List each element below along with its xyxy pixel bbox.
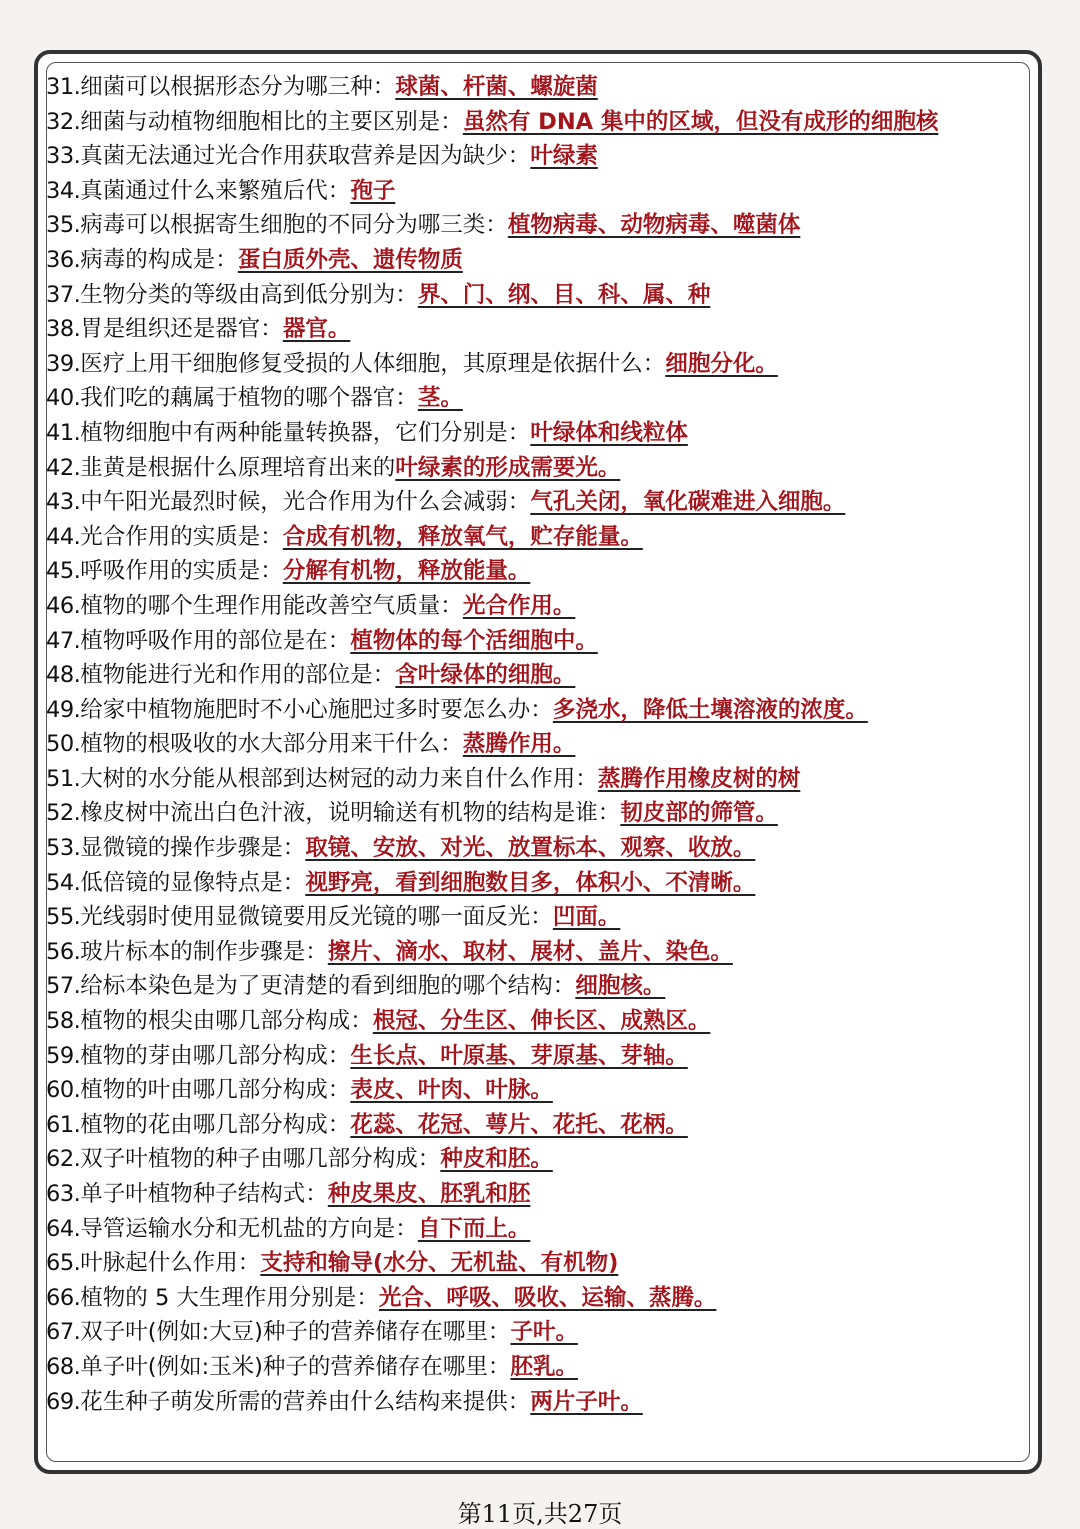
qa-item <box>46 1108 1036 1143</box>
item-number: 58. <box>46 1008 81 1035</box>
question-text: 植物的哪个生理作用能改善空气质量： <box>80 592 463 619</box>
qa-item <box>46 139 1036 174</box>
answer-text: 花蕊、花冠、萼片、花托、花柄。 <box>350 1111 688 1138</box>
qa-item <box>46 1142 1036 1177</box>
answer-text: 支持和输导(水分、无机盐、有机物) <box>260 1250 619 1277</box>
question-text: 呼吸作用的实质是： <box>80 558 283 585</box>
answer-text: 自下而上。 <box>417 1215 531 1242</box>
item-number: 46. <box>46 592 81 619</box>
question-text: 玻片标本的制作步骤是： <box>80 938 328 965</box>
answer-text: 孢子 <box>350 177 396 204</box>
answer-text: 光合、呼吸、吸收、运输、蒸腾。 <box>378 1284 717 1311</box>
item-number: 66. <box>46 1284 81 1311</box>
question-text: 植物的叶由哪几部分构成： <box>80 1077 351 1104</box>
qa-item <box>46 1039 1036 1074</box>
item-number: 34. <box>46 177 81 204</box>
item-number: 50. <box>46 731 81 758</box>
question-text: 植物的花由哪几部分构成： <box>80 1111 351 1138</box>
item-number: 67. <box>46 1319 81 1346</box>
item-number: 53. <box>46 835 81 862</box>
question-text: 大树的水分能从根部到达树冠的动力来自什么作用： <box>80 765 598 792</box>
answer-text: 胚乳。 <box>510 1353 578 1380</box>
question-text: 细菌与动植物细胞相比的主要区别是： <box>80 108 463 135</box>
question-text: 生物分类的等级由高到低分别为： <box>80 281 418 308</box>
item-number: 40. <box>46 385 81 412</box>
item-number: 65. <box>46 1250 81 1277</box>
qa-item <box>46 624 1036 659</box>
page-footer: 第11页,共27页 <box>457 1500 623 1528</box>
answer-text: 取镜、安放、对光、放置标本、观察、收放。 <box>305 835 756 862</box>
answer-text: 细胞核。 <box>575 973 666 1000</box>
item-number: 59. <box>46 1042 81 1069</box>
answer-text: 凹面。 <box>552 904 621 931</box>
qa-item <box>46 969 1036 1004</box>
item-number: 49. <box>46 696 81 723</box>
answer-text: 生长点、叶原基、芽原基、芽轴。 <box>350 1042 688 1069</box>
qa-item <box>46 935 1036 970</box>
item-number: 52. <box>46 800 81 827</box>
question-text: 双子叶植物的种子由哪几部分构成： <box>80 1146 441 1173</box>
answer-text: 叶绿体和线粒体 <box>530 419 688 446</box>
qa-item <box>46 312 1036 347</box>
question-text: 植物的根尖由哪几部分构成： <box>80 1008 373 1035</box>
qa-item <box>46 416 1036 451</box>
qa-item <box>46 1281 1036 1316</box>
item-number: 48. <box>46 662 81 689</box>
question-text: 病毒的构成是： <box>80 246 238 273</box>
answer-text: 叶绿素 <box>530 143 598 170</box>
item-number: 36. <box>46 246 81 273</box>
item-number: 44. <box>46 523 81 550</box>
qa-item <box>46 796 1036 831</box>
answer-text: 含叶绿体的细胞。 <box>395 662 576 689</box>
qa-item <box>46 347 1036 382</box>
question-text: 光合作用的实质是： <box>80 523 283 550</box>
qa-item <box>46 866 1036 901</box>
item-number: 39. <box>46 350 81 377</box>
answer-text: 细胞分化。 <box>665 350 778 377</box>
item-number: 64. <box>46 1215 81 1242</box>
qa-item <box>46 105 1036 140</box>
question-text: 病毒可以根据寄生细胞的不同分为哪三类： <box>80 212 508 239</box>
question-text: 橡皮树中流出白色汁液，说明输送有机物的结构是谁： <box>80 800 621 827</box>
qa-item <box>46 554 1036 589</box>
qa-item <box>46 1212 1036 1247</box>
question-text: 植物的根吸收的水大部分用来干什么： <box>80 731 463 758</box>
qa-item <box>46 900 1036 935</box>
qa-item <box>46 278 1036 313</box>
question-text: 真菌无法通过光合作用获取营养是因为缺少： <box>80 143 531 170</box>
item-number: 51. <box>46 765 81 792</box>
qa-item <box>46 762 1036 797</box>
question-text: 细菌可以根据形态分为哪三种： <box>80 74 396 100</box>
answer-text: 器官。 <box>282 316 351 343</box>
question-text: 胃是组织还是器官： <box>80 316 283 343</box>
question-text: 中午阳光最烈时候，光合作用为什么会减弱： <box>80 489 531 516</box>
item-number: 33. <box>46 143 81 170</box>
answer-text: 蒸腾作用。 <box>462 731 576 758</box>
answer-text: 气孔关闭，氧化碳难进入细胞。 <box>530 489 846 516</box>
question-text: 真菌通过什么来繁殖后代： <box>80 177 351 204</box>
qa-item <box>46 1315 1036 1350</box>
item-number: 56. <box>46 938 81 965</box>
question-text: 导管运输水分和无机盐的方向是： <box>80 1215 418 1242</box>
qa-item <box>46 1350 1036 1385</box>
question-text: 植物的 5 大生理作用分别是： <box>80 1284 379 1311</box>
answer-text: 视野亮，看到细胞数目多，体积小、不清晰。 <box>305 869 756 896</box>
item-number: 61. <box>46 1111 81 1138</box>
item-number: 69. <box>46 1388 81 1415</box>
question-text: 叶脉起什么作用： <box>80 1250 261 1277</box>
item-number: 62. <box>46 1146 81 1173</box>
qa-item <box>46 1004 1036 1039</box>
qa-item <box>46 70 1036 105</box>
qa-item <box>46 658 1036 693</box>
qa-list <box>46 70 1036 1419</box>
answer-text: 蒸腾作用橡皮树的树 <box>597 765 801 792</box>
item-number: 41. <box>46 419 81 446</box>
answer-text: 多浇水，降低土壤溶液的浓度。 <box>552 696 868 723</box>
item-number: 68. <box>46 1353 81 1380</box>
item-number: 37. <box>46 281 81 308</box>
question-text: 光线弱时使用显微镜要用反光镜的哪一面反光： <box>80 904 553 931</box>
qa-item <box>46 831 1036 866</box>
question-text: 植物细胞中有两种能量转换器，它们分别是： <box>80 419 531 446</box>
item-number: 63. <box>46 1181 81 1207</box>
answer-text: 虽然有 DNA 集中的区域，但没有成形的细胞核 <box>462 108 939 135</box>
item-number: 47. <box>46 627 81 654</box>
question-text: 植物的芽由哪几部分构成： <box>80 1042 351 1069</box>
answer-text: 擦片、滴水、取材、展材、盖片、染色。 <box>327 938 733 965</box>
question-text: 我们吃的藕属于植物的哪个器官： <box>80 385 418 412</box>
item-number: 31. <box>46 74 81 100</box>
question-text: 植物呼吸作用的部位是在： <box>80 627 351 654</box>
question-text: 韭黄是根据什么原理培育出来的 <box>80 454 396 481</box>
question-text: 医疗上用干细胞修复受损的人体细胞，其原理是依据什么： <box>80 350 666 377</box>
answer-text: 种皮和胚。 <box>440 1146 553 1173</box>
answer-text: 蛋白质外壳、遗传物质 <box>237 246 463 273</box>
answer-text: 合成有机物，释放氧气，贮存能量。 <box>282 523 643 550</box>
answer-text: 根冠、分生区、伸长区、成熟区。 <box>372 1008 711 1035</box>
answer-text: 两片子叶。 <box>530 1388 643 1415</box>
qa-item <box>46 208 1036 243</box>
qa-item <box>46 243 1036 278</box>
qa-item <box>46 451 1036 486</box>
answer-text: 种皮果皮、胚乳和胚 <box>327 1181 531 1207</box>
item-number: 45. <box>46 558 81 585</box>
item-number: 42. <box>46 454 81 481</box>
qa-item <box>46 1073 1036 1108</box>
item-number: 38. <box>46 316 81 343</box>
question-text: 花生种子萌发所需的营养由什么结构来提供： <box>80 1388 531 1415</box>
answer-text: 子叶。 <box>510 1319 578 1346</box>
qa-item <box>46 727 1036 762</box>
qa-item <box>46 589 1036 624</box>
item-number: 32. <box>46 108 81 135</box>
qa-item <box>46 485 1036 520</box>
qa-item <box>46 693 1036 728</box>
item-number: 43. <box>46 489 81 516</box>
answer-text: 植物体的每个活细胞中。 <box>350 627 598 654</box>
answer-text: 界、门、纲、目、科、属、种 <box>417 281 711 308</box>
answer-text: 分解有机物，释放能量。 <box>282 558 531 585</box>
item-number: 55. <box>46 904 81 931</box>
qa-item <box>46 1246 1036 1281</box>
qa-item <box>46 520 1036 555</box>
question-text: 低倍镜的显像特点是： <box>80 869 306 896</box>
question-text: 给家中植物施肥时不小心施肥过多时要怎么办： <box>80 696 553 723</box>
answer-text: 光合作用。 <box>462 592 576 619</box>
answer-text: 表皮、叶肉、叶脉。 <box>350 1077 553 1104</box>
question-text: 显微镜的操作步骤是： <box>80 835 306 862</box>
answer-text: 韧皮部的筛管。 <box>620 800 778 827</box>
answer-text: 球菌、杆菌、螺旋菌 <box>395 74 598 100</box>
question-text: 单子叶植物种子结构式： <box>80 1181 328 1207</box>
qa-item <box>46 381 1036 416</box>
answer-text: 叶绿素的形成需要光。 <box>395 454 621 481</box>
question-text: 单子叶(例如:玉米)种子的营养储存在哪里： <box>80 1353 511 1380</box>
qa-item <box>46 174 1036 209</box>
qa-item <box>46 1385 1036 1420</box>
item-number: 35. <box>46 212 81 239</box>
question-text: 双子叶(例如:大豆)种子的营养储存在哪里： <box>80 1319 511 1346</box>
item-number: 60. <box>46 1077 81 1104</box>
question-text: 给标本染色是为了更清楚的看到细胞的哪个结构： <box>80 973 576 1000</box>
qa-item <box>46 1177 1036 1212</box>
answer-text: 植物病毒、动物病毒、噬菌体 <box>507 212 801 239</box>
item-number: 57. <box>46 973 81 1000</box>
answer-text: 茎。 <box>417 385 463 412</box>
question-text: 植物能进行光和作用的部位是： <box>80 662 396 689</box>
item-number: 54. <box>46 869 81 896</box>
